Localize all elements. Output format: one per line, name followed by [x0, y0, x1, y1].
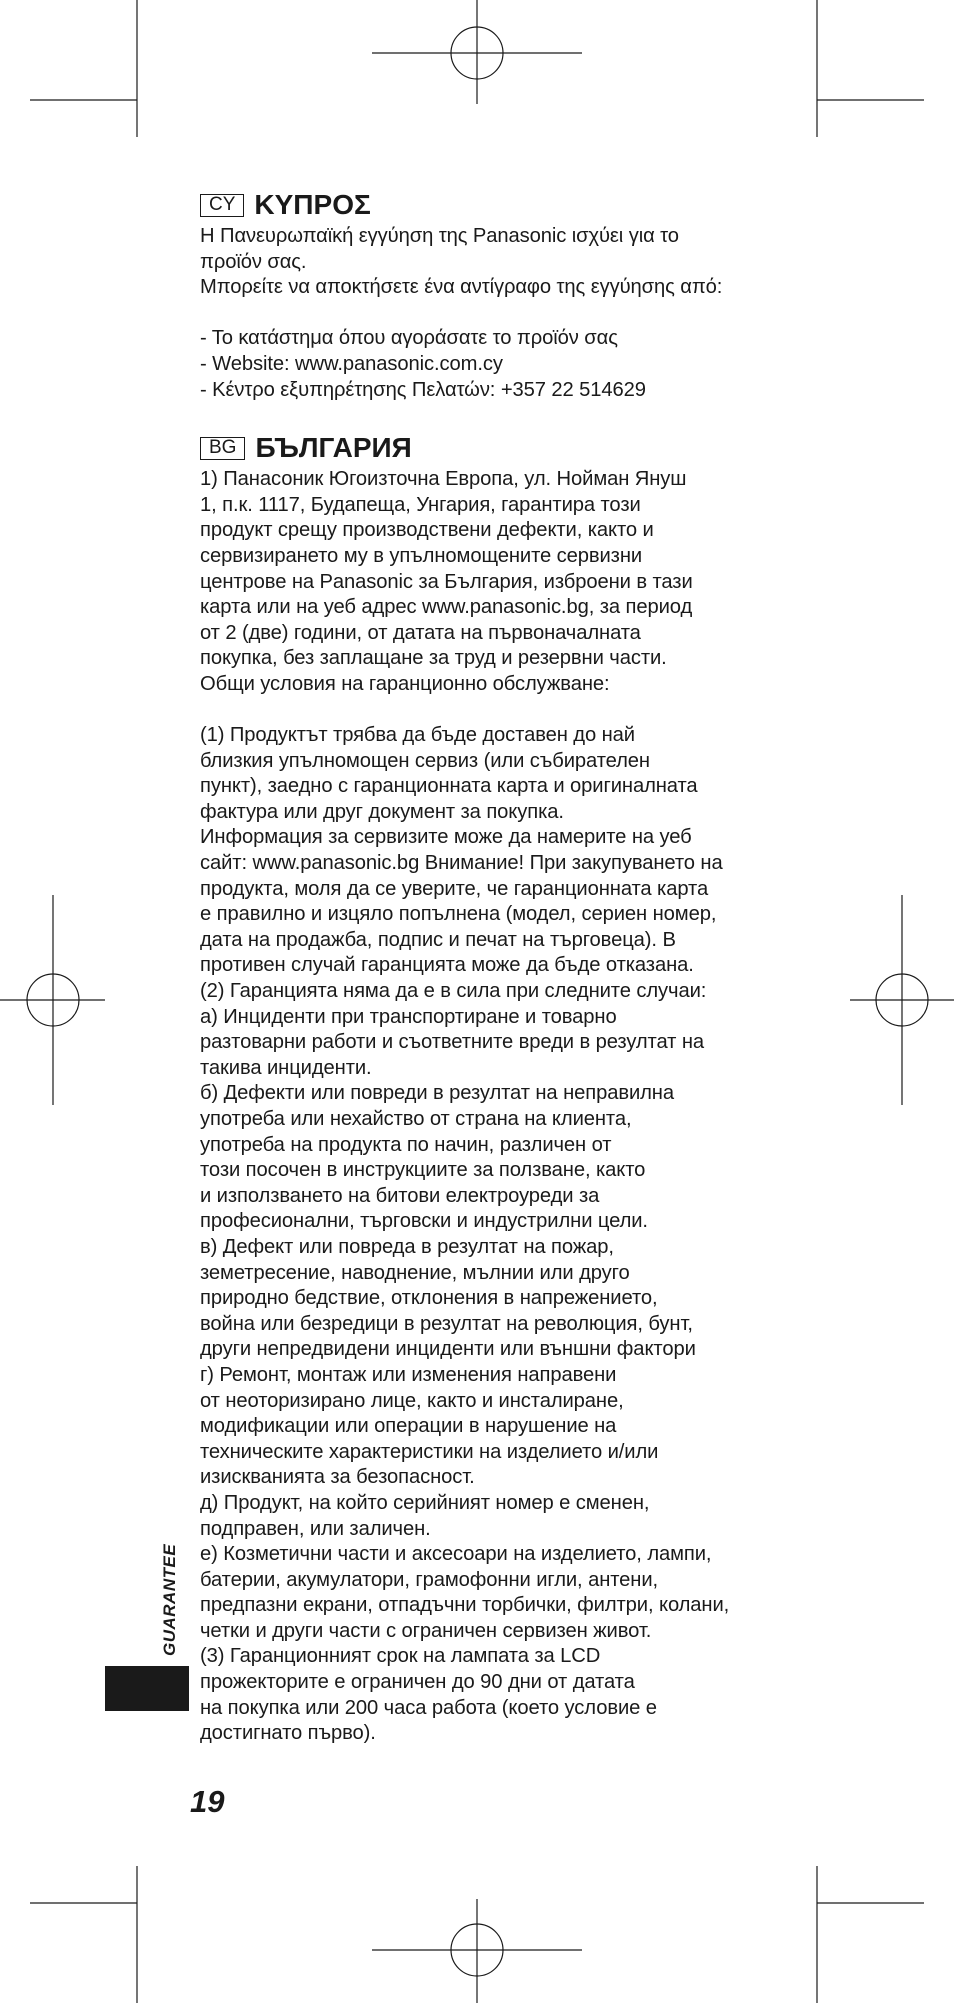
text-line: г) Ремонт, монтаж или изменения направени — [200, 1363, 617, 1386]
text-line: фактура или друг документ за покупка. — [200, 800, 564, 823]
section-body — [200, 224, 780, 403]
text-line: сайт: www.panasonic.bg Внимание! При закупуването на — [200, 852, 723, 875]
text-line: предпазни екрани, отпадъчни торбички, филтри, колани, — [200, 1594, 730, 1617]
text-line: - Website: www.panasonic.com.cy — [200, 352, 503, 375]
text-line: Информация за сервизите може да намерите на уеб — [200, 826, 692, 849]
text-line: употреба на продукта по начин, различен от — [200, 1133, 612, 1156]
text-line: (3) Гаранционният срок на лампата за LCD — [200, 1645, 601, 1668]
page-number: 19 — [190, 1784, 225, 1819]
text-line: Μπορείτε να αποκτήσετε ένα αντίγραφο της εγγύησης από: — [200, 276, 723, 299]
text-line: земетресение, наводнение, мълнии или друго — [200, 1261, 630, 1284]
section-title: БЪЛГАРИЯ — [255, 432, 412, 464]
text-line: пункт), заедно с гаранционната карта и оригиналната — [200, 775, 698, 798]
text-line: разтоварни работи и съответните вреди в резултат на — [200, 1031, 704, 1054]
text-line: близкия упълномощен сервиз (или събирателен — [200, 749, 650, 772]
text-line: прожекторите е ограничен до 90 дни от датата — [200, 1671, 635, 1694]
text-line: 1) Панасоник Югоизточна Европа, ул. Нойман Януш — [200, 468, 687, 491]
text-line: техническите характеристики на изделието и/или — [200, 1440, 659, 1463]
text-line: Общи условия на гаранционно обслужване: — [200, 672, 610, 695]
text-line: от 2 (две) години, от датата на първоначалната — [200, 621, 641, 644]
guarantee-content — [200, 186, 780, 1747]
section-body — [200, 467, 780, 1747]
country-code-badge: BG — [200, 437, 245, 460]
text-line: карта или на уеб адрес www.panasonic.bg, за период — [200, 596, 693, 619]
text-line: а) Инциденти при транспортиране и товарно — [200, 1005, 617, 1028]
text-line: достигнато първо). — [200, 1722, 376, 1745]
text-line: и използването на битови електроуреди за — [200, 1184, 600, 1207]
text-line: Η Πανευρωπαϊκή εγγύηση της Panasonic ισχύει για το — [200, 225, 679, 247]
text-line: дата на продажба, подпис и печат на търговеца). В — [200, 928, 676, 951]
text-line: продукта, моля да се уверите, че гаранционната карта — [200, 877, 709, 900]
section-bulgaria — [200, 429, 780, 1747]
section-header — [200, 429, 780, 467]
text-line: от неоторизирано лице, както и инсталиране, — [200, 1389, 624, 1412]
text-line: е правилно и изцяло попълнена (модел, сериен номер, — [200, 903, 717, 926]
text-line: б) Дефекти или повреди в резултат на неправилна — [200, 1082, 674, 1105]
side-tab-label: GUARANTEE — [160, 1543, 179, 1656]
text-line: е) Козметични части и аксесоари на изделието, лампи, — [200, 1543, 712, 1566]
country-code-badge: CY — [200, 194, 244, 217]
text-line: четки и други части с ограничен сервизен живот. — [200, 1619, 652, 1642]
text-line: други непредвидени инциденти или външни фактори — [200, 1338, 696, 1361]
text-line: война или безредици в резултат на революция, бунт, — [200, 1312, 693, 1335]
text-line: 1, п.к. 1117, Будапеща, Унгария, гарантира този — [200, 493, 641, 516]
text-line: противен случай гаранцията може да бъде отказана. — [200, 954, 694, 977]
text-line: модификации или операции в нарушение на — [200, 1415, 617, 1438]
text-line: подправен, или заличен. — [200, 1517, 431, 1540]
side-tab-marker — [105, 1666, 189, 1711]
section-title: ΚΥΠΡΟΣ — [254, 189, 371, 220]
text-line: в) Дефект или повреда в резултат на пожар, — [200, 1235, 614, 1258]
text-line: - Το κατάστημα όπου αγοράσατε το προϊόν σας — [200, 327, 618, 350]
section-header — [200, 186, 780, 224]
paragraph-gap — [200, 698, 780, 724]
text-line: този посочен в инструкциите за ползване, както — [200, 1159, 646, 1182]
paragraph-gap — [200, 301, 780, 327]
text-line: центрове на Panasonic за България, изброени в тази — [200, 570, 693, 593]
text-line: природно бедствие, отклонения в напрежението, — [200, 1287, 658, 1310]
text-line: προϊόν σας. — [200, 250, 307, 273]
text-line: такива инциденти. — [200, 1056, 372, 1079]
text-line: - Κέντρο εξυπηρέτησης Πελατών: +357 22 514629 — [200, 378, 646, 401]
text-line: на покупка или 200 часа работа (което условие е — [200, 1696, 657, 1719]
section-cyprus — [200, 186, 780, 403]
text-line: (2) Гаранцията няма да е в сила при следните случаи: — [200, 980, 707, 1003]
text-line: д) Продукт, на който серийният номер е сменен, — [200, 1491, 650, 1514]
text-line: употреба или нехайство от страна на клиента, — [200, 1108, 632, 1130]
text-line: (1) Продуктът трябва да бъде доставен до най — [200, 724, 635, 747]
text-line: сервизирането му в упълномощените сервизни — [200, 544, 643, 567]
text-line: професионални, търговски и индустрилни цели. — [200, 1210, 648, 1233]
text-line: продукт срещу производствени дефекти, както и — [200, 519, 654, 542]
text-line: батерии, акумулатори, грамофонни игли, антени, — [200, 1568, 659, 1591]
text-line: покупка, без заплащане за труд и резервни части. — [200, 647, 667, 670]
text-line: изискванията за безопасност. — [200, 1466, 475, 1489]
